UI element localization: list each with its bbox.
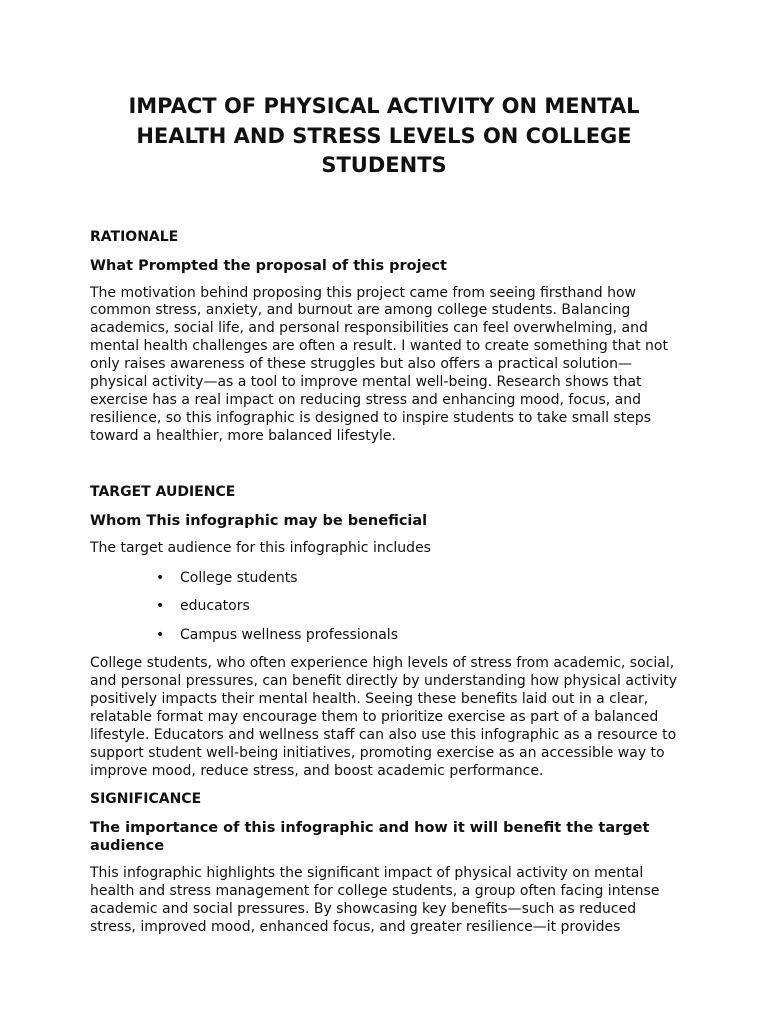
document-page (90, 92, 680, 937)
target-audience-paragraph: College students, who often experience high levels of stress from academic, social, and personal pressures, can benefit directly by understanding how physical activity positively impacts their mental health. Seeing these benefits laid out in a clear, relatable format may encourage them to prioritize exercise as part of a balanced lifestyle. Educators and wellness staff can also use this infographic as a resource to support student well-being initiatives, promoting exercise as an accessible way to improve mood, reduce stress, and boost academic performance. (90, 655, 677, 779)
rationale-subheading: What Prompted the proposal of this project (90, 257, 447, 274)
target-audience-list (90, 569, 680, 655)
significance-paragraph: This infographic highlights the significant impact of physical activity on mental health and stress management for college students, a group often facing intense academic and social pressures. By showcasing key benefits—such as reduced stress, improved mood, enhanced focus, and greater resilience—it provides (90, 865, 660, 936)
list-item-label: College students (180, 569, 298, 586)
target-audience-subheading: Whom This infographic may be beneficial (90, 512, 428, 529)
target-audience-heading: TARGET AUDIENCE (90, 483, 236, 500)
document-title: IMPACT OF PHYSICAL ACTIVITY ON MENTAL HEALTH AND STRESS LEVELS ON COLLEGE STUDENTS (128, 94, 640, 177)
rationale-heading: RATIONALE (90, 228, 179, 245)
bullet-icon: • (156, 569, 165, 586)
list-item (90, 569, 680, 598)
significance-heading: SIGNIFICANCE (90, 791, 202, 808)
bullet-icon: • (156, 598, 165, 615)
list-item-label: educators (180, 598, 250, 615)
significance-subheading: The importance of this infographic and how it will benefit the target audience (90, 820, 650, 855)
list-item (90, 597, 680, 626)
bullet-icon: • (156, 626, 165, 643)
list-item-label: Campus wellness professionals (180, 626, 398, 643)
list-item (90, 626, 680, 655)
target-audience-intro: The target audience for this infographic includes (90, 539, 431, 556)
rationale-paragraph: The motivation behind proposing this project came from seeing firsthand how common stress, anxiety, and burnout are among college students. Balancing academics, social life, and personal responsibilities can feel overwhelming, and mental health challenges are often a result. I wanted to create something that not only raises awareness of these struggles but also offers a practical solution—physical activity—as a tool to improve mental well-being. Research shows that exercise has a real impact on reducing stress and enhancing mood, focus, and resilience, so this infographic is designed to inspire students to take small steps toward a healthier, more balanced lifestyle. (90, 284, 668, 444)
